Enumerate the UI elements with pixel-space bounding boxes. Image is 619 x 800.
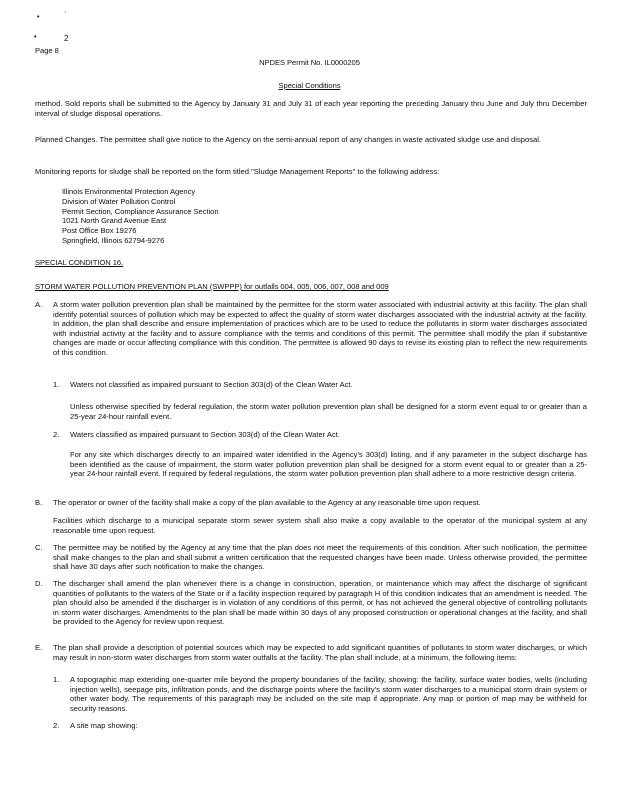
address-line: Illinois Environmental Protection Agency — [62, 187, 196, 196]
mailing-address — [62, 187, 219, 246]
address-line: 1021 North Grand Avenue East — [62, 216, 167, 226]
scan-mark: 2 — [64, 34, 69, 43]
item-c-text: The permittee may be notified by the Agency at any time that the plan does not meet the requirements of this condition. After such notification, the permittee shall make changes to the plan and shall submit a written certification that the requested changes have been made. Unless otherwise provided, the permittee shall have 30 days after such notification to make the changes. — [53, 543, 587, 571]
special-condition-16: SPECIAL CONDITION 16. — [35, 258, 124, 267]
page-number: Page 8 — [35, 46, 59, 55]
address-line: Springfield, Illinois 62794-9276 — [62, 235, 165, 245]
scan-mark: • — [34, 34, 37, 41]
item-c-label: C. — [35, 543, 43, 552]
address-line: Post Office Box 19276 — [62, 226, 137, 236]
item-a1-text: Unless otherwise specified by federal regulation, the storm water pollution prevention plan shall be designed for a storm event equal to or greater than a 25-year 24-hour rainfall event. — [70, 402, 587, 421]
planned-changes-paragraph: Planned Changes. The permittee shall give notice to the Agency on the semi-annual report of any changes in waste activated sludge use and disposal. — [35, 135, 542, 144]
permit-title: NPDES Permit No. IL0000205 — [259, 58, 360, 67]
item-b-text-2: Facilities which discharge to a municipal separate storm sewer system shall also make a copy available to the operator of the municipal system at any reasonable time upon request. — [53, 516, 587, 535]
item-e-label: E. — [35, 643, 43, 652]
item-a1-label: 1. — [53, 380, 60, 389]
item-e2-label: 2. — [53, 721, 60, 730]
item-b-text: The operator or owner of the facility shall make a copy of the plan available to the Agency at any reasonable time upon request. — [53, 498, 481, 507]
item-a2-title: Waters classified as impaired pursuant to Section 303(d) of the Clean Water Act. — [70, 430, 340, 439]
address-line: Permit Section, Compliance Assurance Section — [62, 206, 219, 216]
item-b-label: B. — [35, 498, 43, 507]
item-d-label: D. — [35, 579, 43, 588]
scan-mark: ˙ — [64, 12, 67, 19]
monitoring-paragraph: Monitoring reports for sludge shall be reported on the form titled "Sludge Management Reports" to the following address: — [35, 167, 440, 176]
item-a-label: A. — [35, 300, 43, 309]
item-a1-title: Waters not classified as impaired pursuant to Section 303(d) of the Clean Water Act. — [70, 380, 353, 389]
scan-mark: • — [37, 14, 40, 21]
method-paragraph: method. Sold reports shall be submitted to the Agency by January 31 and July 31 of each year reporting the preceding January thru June and July thru December interval of sludge disposal operations. — [35, 99, 587, 118]
item-e1-text: A topographic map extending one-quarter mile beyond the property boundaries of the facility, showing: the facility, surface water bodies, wells (including injection wells), seepage pits, infiltration ponds, and the discharge points where the facility's storm water discharges to a municipal storm drain system or other water body. The requirements of this paragraph may be included on the site map if appropriate. Any map or portion of map may be withheld for security reasons. — [70, 675, 587, 713]
item-e2-text: A site map showing: — [70, 721, 138, 730]
item-a2-label: 2. — [53, 430, 60, 439]
address-line: Division of Water Pollution Control — [62, 196, 176, 206]
item-e-text: The plan shall provide a description of potential sources which may be expected to add significant quantities of pollutants to storm water discharges, or which may result in non-storm water discharges from storm water outfalls at the facility. The plan shall include, at a minimum, the following items: — [53, 643, 587, 662]
item-a2-text: For any site which discharges directly to an impaired water identified in the Agency's 303(d) listing, and if any parameter in the subject discharge has been identified as the cause of impairment, the storm water pollution prevention plan shall be designed for a storm event equal to or greater than a 25-year 24-hour rainfall event. If required by federal regulations, the storm water pollution prevention plan shall adhere to a more restrictive design criteria. — [70, 450, 587, 478]
swppp-title: STORM WATER POLLUTION PREVENTION PLAN (SWPPP) for outfalls 004, 005, 006, 007, 008 and 009 — [35, 282, 389, 291]
special-conditions-heading: Special Conditions — [278, 81, 341, 90]
item-a-text: A storm water pollution prevention plan shall be maintained by the permittee for the storm water associated with industrial activity at this facility. The plan shall identify potential sources of pollution which may be expected to affect the quality of storm water discharges associated with the industrial activity at the facility. In addition, the plan shall describe and ensure implementation of practices which are to be used to reduce the pollutants in storm water discharges associated with industrial activity at the facility and to assure compliance with the terms and conditions of this permit. The permittee shall modify the plan if substantive changes are made or occur affecting compliance with this condition. The permittee is allowed 90 days to revise its existing plan to reflect the new requirements of this condition. — [53, 300, 587, 357]
item-d-text: The discharger shall amend the plan whenever there is a change in construction, operation, or maintenance which may affect the discharge of significant quantities of pollutants to the waters of the State or if a facility inspection required by paragraph H of this condition indicates that an amendment is needed. The plan should also be amended if the discharger is in violation of any conditions of this permit, or has not achieved the general objective of controlling pollutants in storm water discharges. Amendments to the plan shall be made within 30 days of any proposed construction or operational changes at the facility, and shall be provided to the Agency for review upon request. — [53, 579, 587, 626]
item-e1-label: 1. — [53, 675, 60, 684]
